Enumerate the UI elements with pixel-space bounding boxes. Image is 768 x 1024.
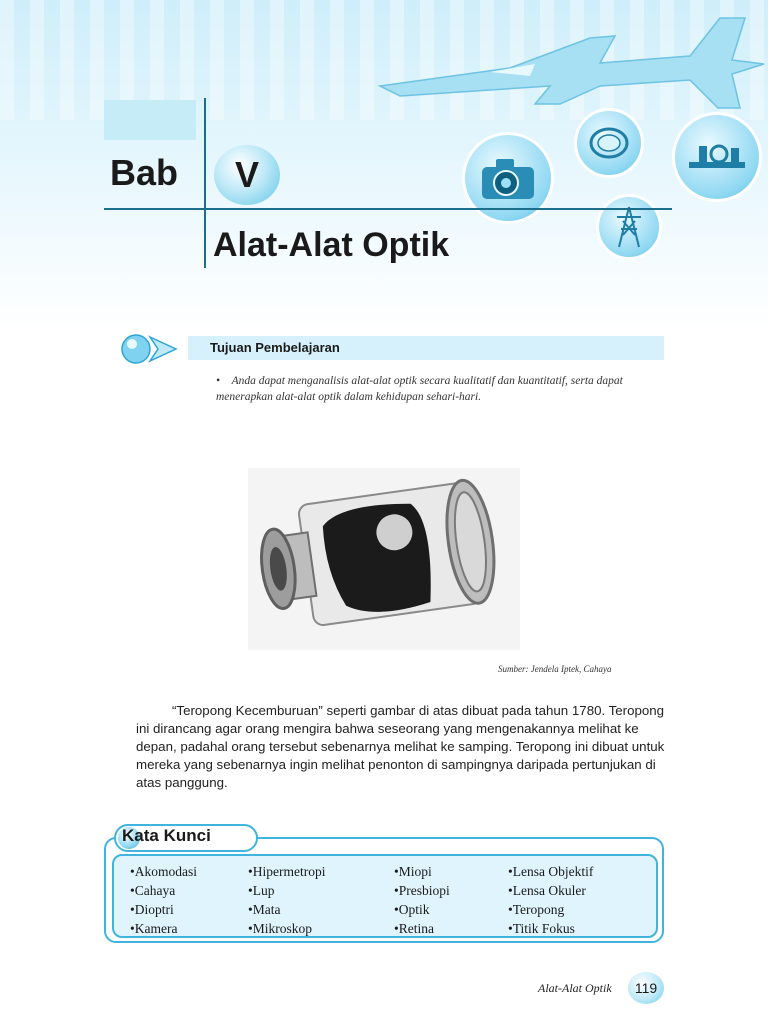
keyword-item: •Teropong (508, 902, 565, 917)
power-tower-icon (596, 194, 662, 260)
keywords-title-rest: ata Kunci (134, 826, 211, 845)
keyword-item: •Dioptri (130, 902, 174, 917)
intro-paragraph (136, 702, 666, 792)
header-vertical-rule (204, 98, 206, 268)
keywords-column-2 (248, 862, 325, 938)
bab-highlight-box (104, 100, 196, 140)
intro-paragraph-text: “Teropong Kecemburuan” seperti gambar di atas dibuat pada tahun 1780. Teropong ini dirancang agar orang mengira bahwa seseorang yang mengenakannya melihat ke depan, padahal orang tersebut sebenarnya melihat ke samping. Teropong ini dibuat untuk mereka yang sebenarnya ingin melihat penonton di sampingnya daripada pertunjukan di atas panggung. (136, 703, 665, 790)
keyword-item: •Lensa Objektif (508, 864, 594, 879)
keyword-item: •Lup (248, 883, 275, 898)
objective-text: Anda dapat menganalisis alat-alat optik secara kualitatif dan kuantitatif, serta dapat menerapkan alat-alat optik dalam kehidupan sehari-hari. (216, 375, 623, 403)
keyword-item: •Kamera (130, 921, 178, 936)
keywords-column-4 (508, 862, 593, 938)
keyword-item: •Cahaya (130, 883, 176, 898)
keywords-title-initial: K (122, 826, 135, 845)
keywords-title (122, 826, 211, 846)
keyword-item: •Mata (248, 902, 281, 917)
objective-bullet: • (216, 375, 221, 387)
keywords-column-3 (394, 862, 450, 938)
keyword-item: •Mikroskop (248, 921, 312, 936)
jealousy-telescope-photo (248, 468, 520, 650)
chapter-number: V (214, 145, 280, 205)
keyword-item: •Presbiopi (394, 883, 450, 898)
keywords-column-1 (130, 862, 197, 938)
objective-item (216, 373, 666, 405)
chapter-title: Alat-Alat Optik (213, 226, 450, 264)
keyword-item: •Titik Fokus (508, 921, 575, 936)
keyword-item: •Optik (394, 902, 430, 917)
running-footer-title: Alat-Alat Optik (538, 981, 612, 995)
keyword-item: •Akomodasi (130, 864, 197, 879)
fighter-jet-illustration (360, 8, 768, 128)
objectives-heading: Tujuan Pembelajaran (210, 340, 340, 355)
keyword-item: •Lensa Okuler (508, 883, 586, 898)
figure-caption: Sumber: Jendela Iptek, Cahaya (498, 664, 612, 674)
lens-icon (574, 108, 644, 178)
keyword-item: •Hipermetropi (248, 864, 326, 879)
bab-label: Bab (110, 152, 179, 193)
optical-bench-icon (672, 112, 762, 202)
camera-icon (462, 132, 554, 224)
page-number: 119 (628, 972, 664, 1004)
header-horizontal-rule (104, 208, 672, 210)
objective-arrow-icon (120, 331, 180, 367)
keyword-item: •Retina (394, 921, 434, 936)
keyword-item: •Miopi (394, 864, 432, 879)
